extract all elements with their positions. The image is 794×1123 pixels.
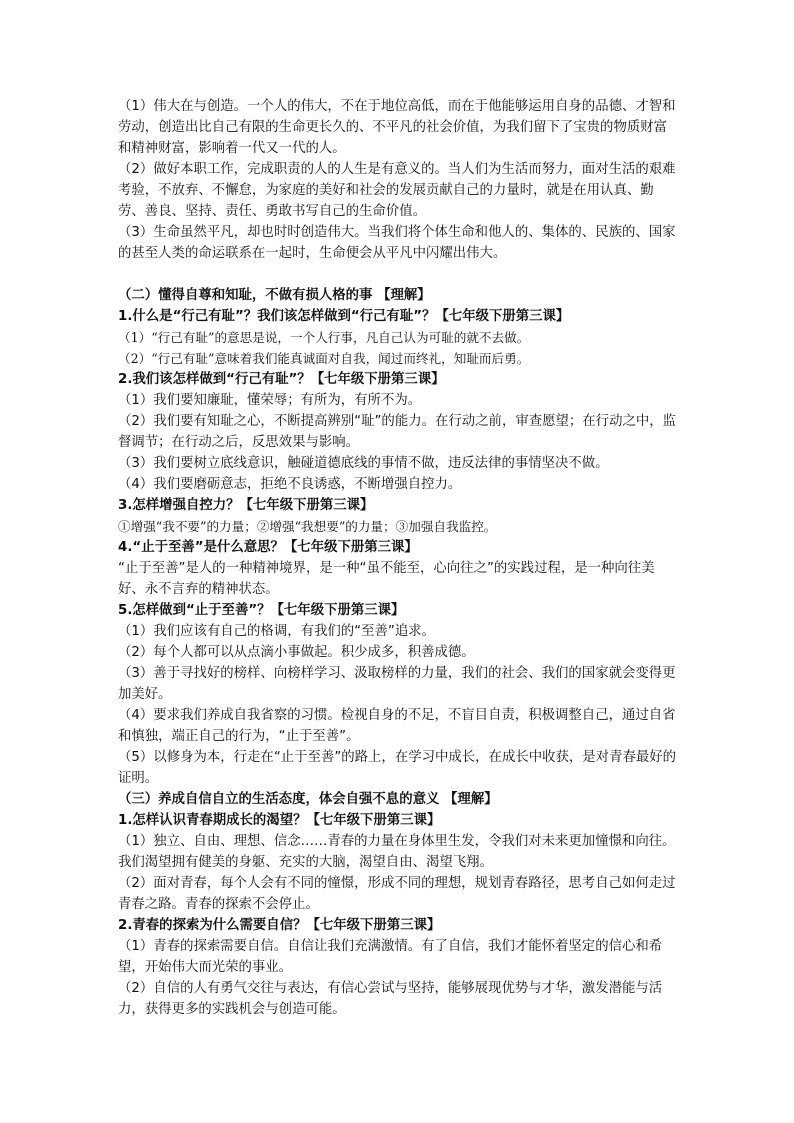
- section-heading-3: （三）养成自信自立的生活态度，体会自强不息的意义 【理解】: [118, 792, 498, 807]
- answer-point: （1）我们应该有自己的格调，有我们的“至善”追求。: [118, 624, 435, 639]
- answer-text: ①增强“我不要”的力量；②增强“我想要”的力量；③加强自我监控。: [118, 519, 497, 534]
- answer-point: （2）每个人都可以从点滴小事做起。积少成多，积善成德。: [118, 645, 475, 660]
- answer-point: （3）我们要树立底线意识，触碰道德底线的事情不做，违反法律的事情坚决不做。: [118, 456, 609, 471]
- answer-point: （2）面对青春，每个人会有不同的憧憬，形成不同的理想，规划青春路径，思考自己如何走过青春之路。青春的探索不会停止。: [118, 876, 676, 912]
- paragraph-ordinary-life: （3）生命虽然平凡，却也时时创造伟大。当我们将个体生命和他人的、集体的、民族的、国家的甚至人类的命运联系在一起时，生命便会从平凡中闪耀出伟大。: [118, 225, 676, 261]
- answer-point: （2）我们要有知耻之心，不断提高辨别“耻”的能力。在行动之前，审查愿望；在行动之中，监督调节；在行动之后，反思效果与影响。: [118, 414, 677, 450]
- document-page: [118, 96, 678, 1020]
- question-1: 1.怎样认识青春期成长的渴望？【七年级下册第三课】: [118, 813, 441, 828]
- question-5: 5.怎样做到“止于至善”？【七年级下册第三课】: [118, 603, 405, 618]
- section-heading-2: （二）懂得自尊和知耻，不做有损人格的事 【理解】: [118, 288, 431, 303]
- paragraph-greatness-creation: （1）伟大在与创造。一个人的伟大，不在于地位高低，而在于他能够运用自身的品德、才智和劳动，创造出比自己有限的生命更长久的、不平凡的社会价值，为我们留下了宝贵的物质财富和精神财富，影响着一代又一代的人。: [118, 99, 676, 156]
- question-4: 4.“止于至善”是什么意思？【七年级下册第三课】: [118, 540, 418, 555]
- answer-text: “止于至善”是人的一种精神境界，是一种“虽不能至，心向往之”的实践过程，是一种向往美好、永不言弃的精神状态。: [118, 561, 655, 597]
- paragraph-do-job-well: （2）做好本职工作，完成职责的人的人生是有意义的。当人们为生活而努力，面对生活的艰难考验，不放弃、不懈怠，为家庭的美好和社会的发展贡献自己的力量时，就是在用认真、勤劳、善良、坚持、责任、勇敢书写自己的生命价值。: [118, 162, 676, 219]
- answer-point: （4）要求我们养成自我省察的习惯。检视自身的不足，不盲目自责，积极调整自己，通过自省和慎独，端正自己的行为，“止于至善”。: [118, 708, 676, 744]
- answer-point: （1）我们要知廉耻，懂荣辱；有所为，有所不为。: [118, 393, 422, 408]
- question-1: 1.什么是“行己有耻”？我们该怎样做到“行己有耻”？【七年级下册第三课】: [118, 309, 570, 324]
- answer-point: （3）善于寻找好的榜样、向榜样学习、汲取榜样的力量，我们的社会、我们的国家就会变得更加美好。: [118, 666, 676, 702]
- answer-point: （2）自信的人有勇气交往与表达，有信心尝试与坚持，能够展现优势与才华，激发潜能与活力，获得更多的实践机会与创造可能。: [118, 981, 663, 1017]
- question-2: 2.青春的探索为什么需要自信？【七年级下册第三课】: [118, 918, 441, 933]
- question-3: 3.怎样增强自控力？【七年级下册第三课】: [118, 498, 374, 513]
- answer-point: （5）以修身为本，行走在“止于至善”的路上，在学习中成长，在成长中收获，是对青春最好的证明。: [118, 750, 677, 786]
- answer-point: （1）独立、自由、理想、信念……青春的力量在身体里生发，令我们对未来更加憧憬和向往。我们渴望拥有健美的身躯、充实的大脑，渴望自由、渴望飞翔。: [118, 834, 676, 870]
- answer-point: （4）我们要磨砺意志，拒绝不良诱惑，不断增强自控力。: [118, 477, 462, 492]
- answer-point: （2）“行己有耻”意味着我们能真诚面对自我，闻过而终礼，知耻而后勇。: [118, 351, 530, 366]
- question-2: 2.我们该怎样做到“行己有耻”？【七年级下册第三课】: [118, 372, 445, 387]
- answer-point: （1）青春的探索需要自信。自信让我们充满激情。有了自信，我们才能怀着坚定的信心和希望，开始伟大而光荣的事业。: [118, 939, 663, 975]
- answer-point: （1）“行己有耻”的意思是说，一个人行事，凡自己认为可耻的就不去做。: [118, 330, 530, 345]
- spacer: [118, 264, 678, 285]
